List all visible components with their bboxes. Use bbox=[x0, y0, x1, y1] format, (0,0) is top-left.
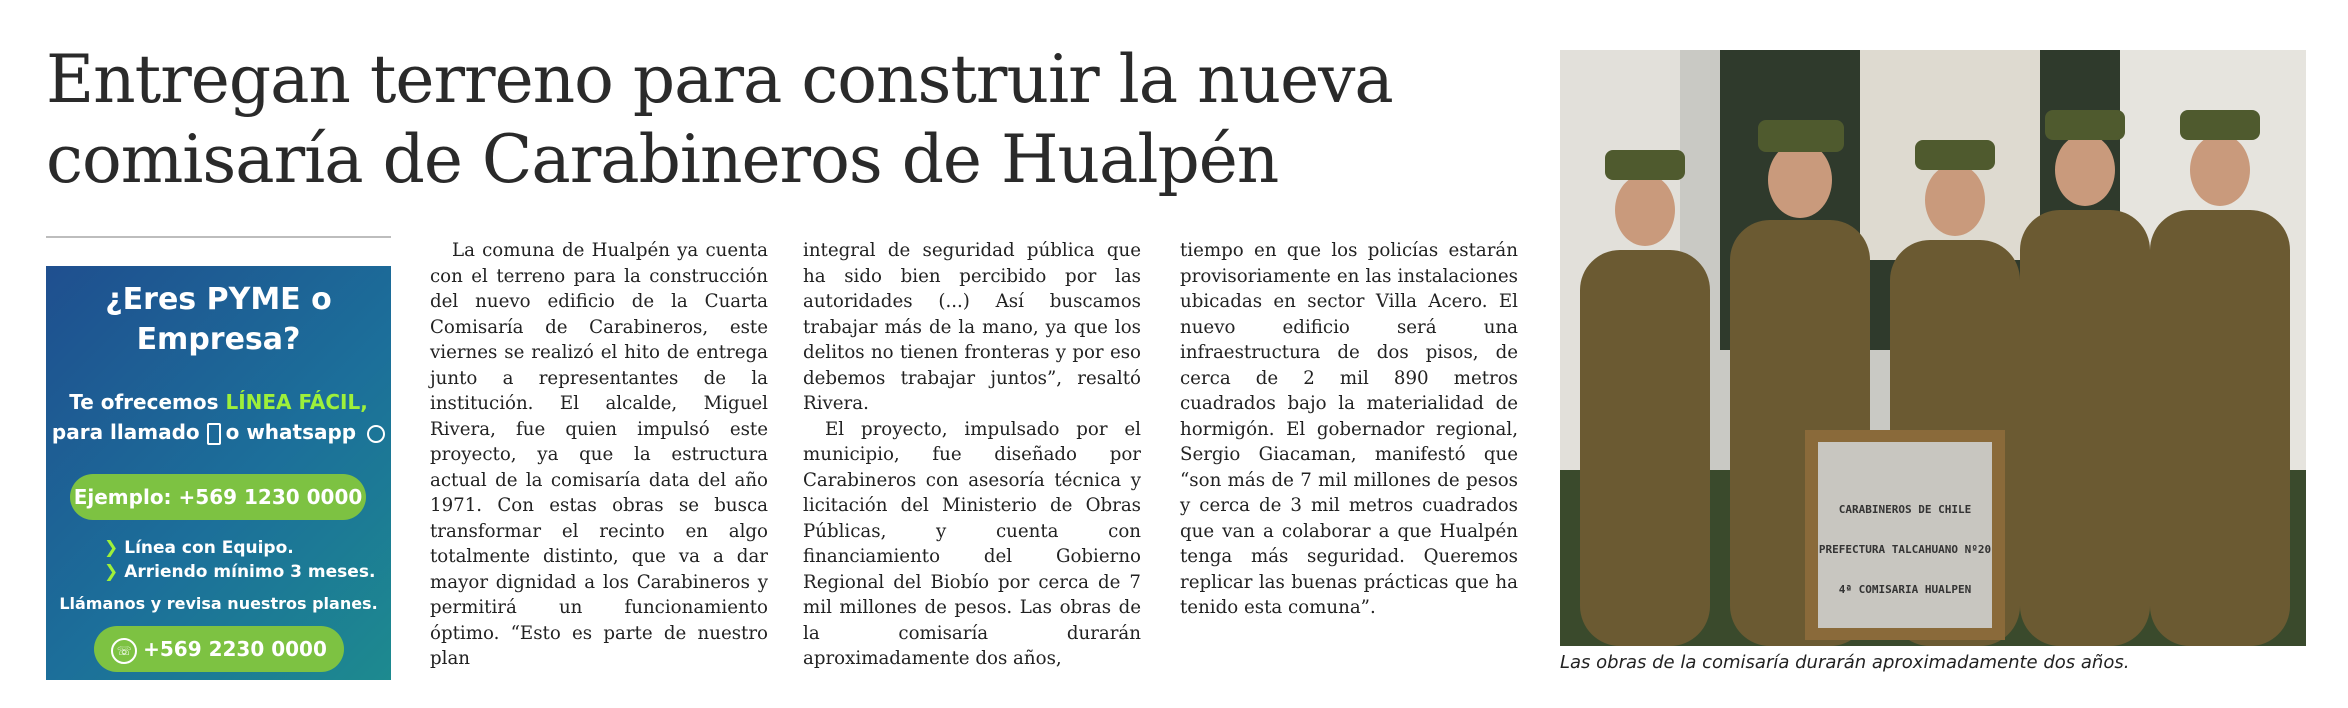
pyme-advertisement[interactable] bbox=[46, 266, 391, 680]
chevron-right-icon: ❯ bbox=[104, 562, 119, 582]
article-column-1 bbox=[430, 238, 768, 672]
article-column-2 bbox=[803, 238, 1141, 672]
call-phone-button[interactable]: ☏ +569 2230 0000 bbox=[94, 626, 344, 672]
ad-offer-highlight: LÍNEA FÁCIL, bbox=[225, 390, 368, 414]
phone-icon bbox=[207, 423, 221, 445]
ad-call-line: para llamado o whatsapp bbox=[46, 420, 391, 445]
article-paragraph: integral de seguridad pública que ha sido bien percibido por las autoridades (...) Así buscamos trabajar más de la mano, ya que los delitos no tienen fronteras y por eso debemos trabajar juntos”, resaltó Rivera. bbox=[803, 240, 1141, 414]
divider-rule bbox=[46, 236, 391, 238]
headline-line-2: comisaría de Carabineros de Hualpén bbox=[46, 121, 1279, 198]
phone-call-icon: ☏ bbox=[111, 638, 137, 664]
ad-bullet-1: ❯ Línea con Equipo. bbox=[104, 538, 294, 558]
whatsapp-icon bbox=[367, 425, 385, 443]
ad-bullet-2: ❯ Arriendo mínimo 3 meses. bbox=[104, 562, 376, 582]
chevron-right-icon: ❯ bbox=[104, 538, 119, 558]
ad-title: ¿Eres PYME o Empresa? bbox=[105, 282, 332, 357]
headline bbox=[46, 40, 1496, 200]
carabineros-photo bbox=[1560, 50, 2306, 646]
article-paragraph: tiempo en que los policías estarán provisoriamente en las instalaciones ubicadas en sector Villa Acero. El nuevo edificio será una infraestructura de dos pisos, de cerca de 2 mil 890 metros cuadrados bajo la materialidad de hormigón. El gobernador regional, Sergio Giacaman, manifestó que “son más de 7 mil millones de pesos y cerca de 3 mil metros cuadrados que van a colaborar a que Hualpén tenga más seguridad. Queremos replicar las buenas prácticas que ha tenido esta comuna”. bbox=[1180, 240, 1518, 618]
photo-caption: Las obras de la comisaría durarán aproximadamente dos años. bbox=[1560, 652, 2130, 673]
headline-line-1: Entregan terreno para construir la nueva bbox=[46, 41, 1393, 118]
article-column-3 bbox=[1180, 238, 1518, 621]
plaque-text: CARABINEROS DE CHILE PREFECTURA TALCAHUANO Nº20 4ª COMISARIA HUALPEN bbox=[1818, 503, 1992, 596]
ad-offer-line: Te ofrecemos LÍNEA FÁCIL, bbox=[69, 390, 368, 414]
example-number-button[interactable]: Ejemplo: +569 1230 0000 bbox=[70, 474, 366, 520]
ad-closing-text: Llámanos y revisa nuestros planes. bbox=[59, 594, 378, 613]
article-paragraph: El proyecto, impulsado por el municipio, fue diseñado por Carabineros con asesoría técnica y licitación del Ministerio de Obras Públicas, y cuenta con financiamiento del Gobierno Regional del Biobío por cerca de 7 mil millones de pesos. Las obras de la comisaría durarán aproximadamente dos años, bbox=[803, 418, 1141, 669]
article-paragraph: La comuna de Hualpén ya cuenta con el terreno para la construcción del nuevo edificio de la Cuarta Comisaría de Carabineros, este viernes se realizó el hito de entrega junto a representantes de la institución. El alcalde, Miguel Rivera, fue quien impulsó este proyecto, ya que la estructura actual de la comisaría data del año 1971. Con estas obras se busca transformar el recinto en algo totalmente distinto, que va a dar mayor dignidad a los Carabineros y permitirá un funcionamiento óptimo. “Esto es parte de nuestro plan bbox=[430, 240, 768, 669]
